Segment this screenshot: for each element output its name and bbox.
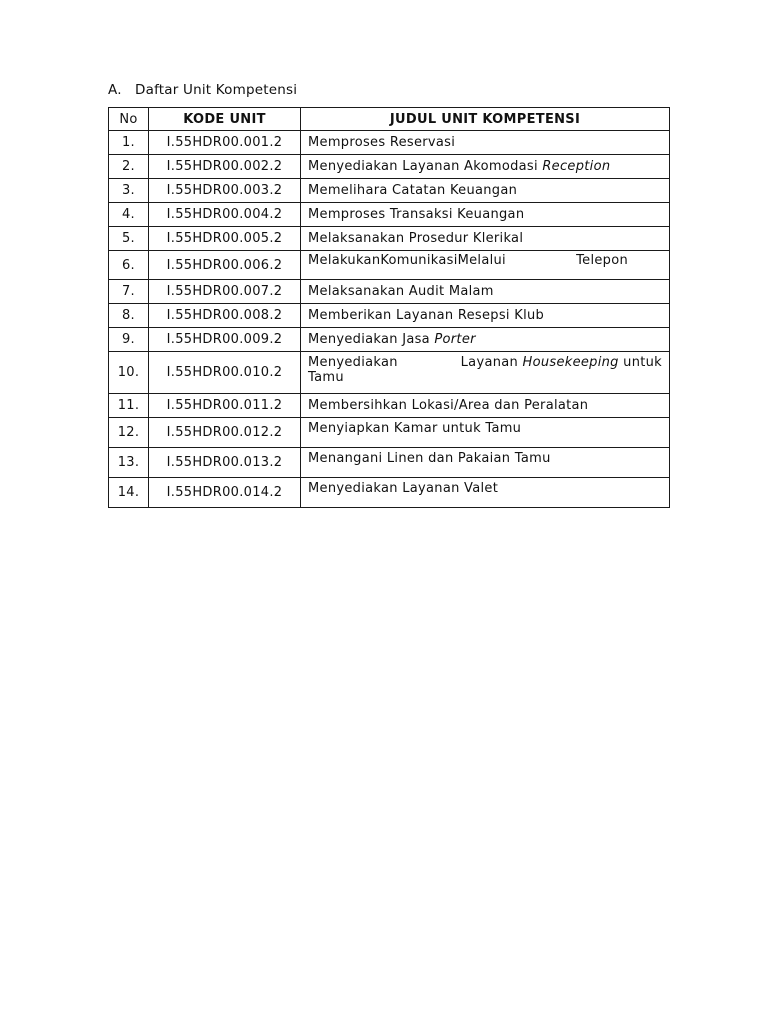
cell-judul: Membersihkan Lokasi/Area dan Peralatan [301, 394, 670, 418]
cell-kode: I.55HDR00.011.2 [149, 394, 301, 418]
judul-text: MelakukanKomunikasiMelalui [308, 253, 506, 268]
section-letter: A. [108, 82, 122, 98]
cell-no: 14. [109, 478, 149, 508]
cell-judul [301, 328, 670, 352]
judul-word: Layanan [460, 355, 519, 370]
table-row [109, 203, 670, 227]
cell-no: 7. [109, 280, 149, 304]
table-row [109, 418, 670, 448]
cell-judul: Memelihara Catatan Keuangan [301, 179, 670, 203]
cell-kode: I.55HDR00.001.2 [149, 131, 301, 155]
competency-unit-table [108, 107, 670, 508]
judul-text: Menyediakan [308, 355, 398, 370]
cell-no: 6. [109, 251, 149, 280]
cell-judul [301, 251, 670, 280]
judul-text: Menyediakan Layanan Akomodasi [308, 159, 543, 174]
judul-line [308, 253, 662, 268]
section-heading [108, 82, 297, 98]
cell-no: 3. [109, 179, 149, 203]
judul-text: Telepon [576, 253, 628, 268]
judul-italic-text: Housekeeping [522, 355, 619, 370]
table-row [109, 394, 670, 418]
cell-no: 9. [109, 328, 149, 352]
cell-judul [301, 352, 670, 394]
header-judul-unit: JUDUL UNIT KOMPETENSI [301, 108, 670, 131]
cell-no: 12. [109, 418, 149, 448]
table-row [109, 227, 670, 251]
cell-kode: I.55HDR00.004.2 [149, 203, 301, 227]
cell-no: 4. [109, 203, 149, 227]
cell-judul: Melaksanakan Prosedur Klerikal [301, 227, 670, 251]
judul-text: Menyediakan Jasa [308, 332, 435, 347]
table-row [109, 251, 670, 280]
cell-no: 2. [109, 155, 149, 179]
cell-kode: I.55HDR00.007.2 [149, 280, 301, 304]
header-no: No [109, 108, 149, 131]
section-title: Daftar Unit Kompetensi [135, 82, 298, 98]
cell-judul: Menyiapkan Kamar untuk Tamu [301, 418, 670, 448]
judul-line [308, 355, 662, 370]
judul-italic-text: Reception [542, 159, 611, 174]
table-row [109, 280, 670, 304]
table-header-row [109, 108, 670, 131]
cell-kode: I.55HDR00.012.2 [149, 418, 301, 448]
judul-text [461, 355, 662, 370]
cell-kode: I.55HDR00.002.2 [149, 155, 301, 179]
table-row [109, 304, 670, 328]
cell-judul: Memberikan Layanan Resepsi Klub [301, 304, 670, 328]
cell-kode: I.55HDR00.005.2 [149, 227, 301, 251]
judul-text: Tamu [308, 370, 344, 385]
table-row [109, 179, 670, 203]
cell-judul: Memproses Transaksi Keuangan [301, 203, 670, 227]
cell-judul [301, 155, 670, 179]
table-row [109, 448, 670, 478]
cell-kode: I.55HDR00.003.2 [149, 179, 301, 203]
cell-judul: Menyediakan Layanan Valet [301, 478, 670, 508]
cell-no: 13. [109, 448, 149, 478]
table-row [109, 478, 670, 508]
table-row [109, 155, 670, 179]
cell-kode: I.55HDR00.014.2 [149, 478, 301, 508]
table-row [109, 328, 670, 352]
cell-kode: I.55HDR00.013.2 [149, 448, 301, 478]
cell-no: 11. [109, 394, 149, 418]
cell-no: 1. [109, 131, 149, 155]
cell-judul: Melaksanakan Audit Malam [301, 280, 670, 304]
cell-kode: I.55HDR00.008.2 [149, 304, 301, 328]
cell-kode: I.55HDR00.010.2 [149, 352, 301, 394]
cell-judul: Menangani Linen dan Pakaian Tamu [301, 448, 670, 478]
header-kode-unit: KODE UNIT [149, 108, 301, 131]
cell-no: 8. [109, 304, 149, 328]
cell-no: 10. [109, 352, 149, 394]
cell-judul: Memproses Reservasi [301, 131, 670, 155]
table-row [109, 131, 670, 155]
cell-no: 5. [109, 227, 149, 251]
cell-kode: I.55HDR00.009.2 [149, 328, 301, 352]
judul-word: untuk [618, 355, 662, 370]
table-row [109, 352, 670, 394]
judul-italic-text: Porter [434, 332, 476, 347]
cell-kode: I.55HDR00.006.2 [149, 251, 301, 280]
